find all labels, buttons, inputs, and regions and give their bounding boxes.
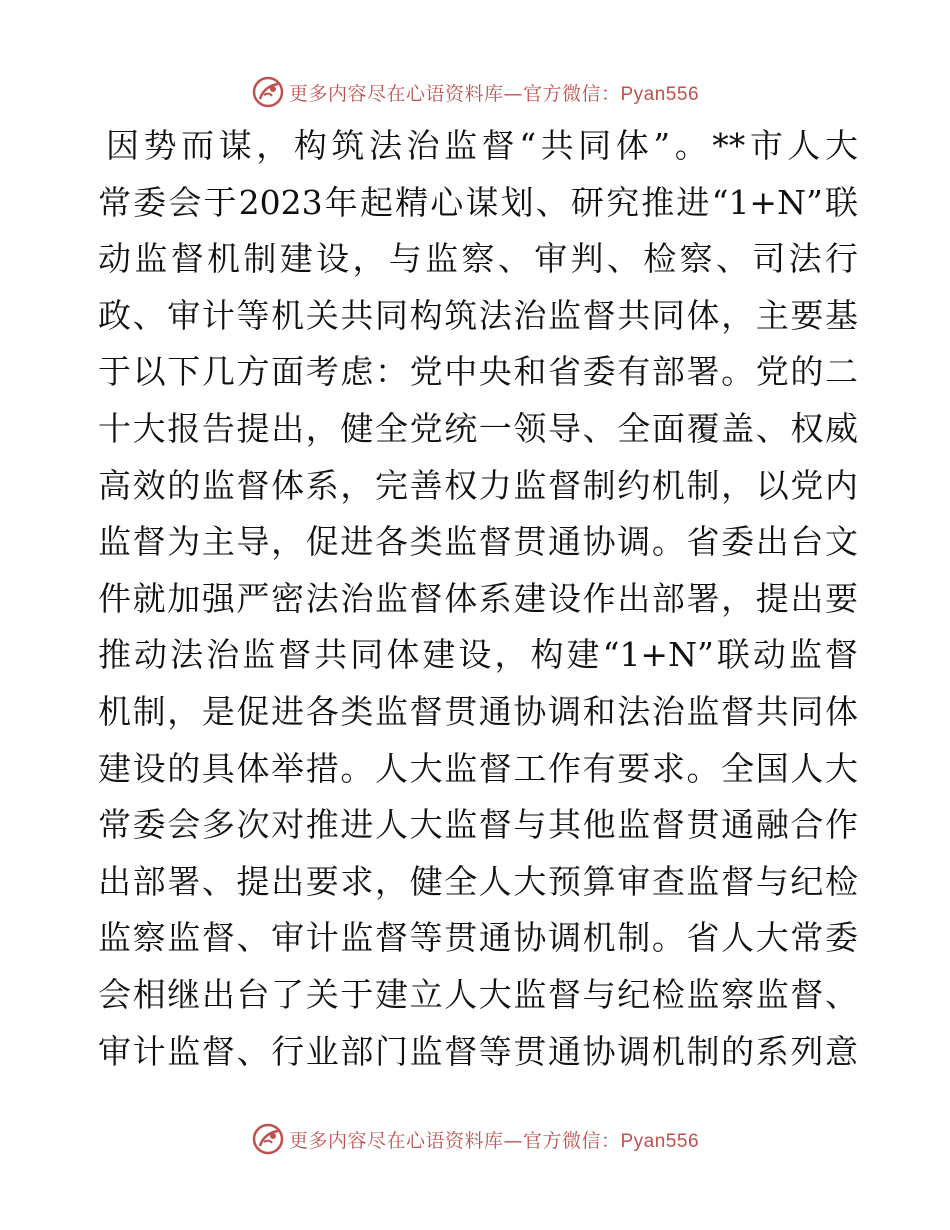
footer-watermark — [0, 1119, 950, 1159]
body-paragraph — [98, 118, 858, 1080]
paragraph-line: 机制，是促进各类监督贯通协调和法治监督共同体 — [98, 691, 858, 731]
paragraph-line: 政、审计等机关共同构筑法治监督共同体，主要基 — [98, 295, 858, 335]
watermark-text: 更多内容尽在心语资料库—官方微信： — [288, 1129, 621, 1152]
paragraph-line: 出部署、提出要求，健全人大预算审查监督与纪检 — [98, 861, 858, 901]
paragraph-line: 监察监督、审计监督等贯通协调机制。省人大常委 — [98, 918, 858, 958]
watermark-text: 更多内容尽在心语资料库—官方微信： — [288, 82, 621, 105]
watermark-wechat-id: Pyan556 — [620, 83, 700, 105]
paragraph-line: 十大报告提出，健全党统一领导、全面覆盖、权威 — [98, 408, 858, 448]
header-watermark — [0, 72, 950, 112]
rose-seal-icon — [251, 1122, 285, 1156]
paragraph-line: 推动法治监督共同体建设，构建“1+N”联动监督 — [98, 635, 858, 675]
paragraph-line: 常委会于2023年起精心谋划、研究推进“1+N”联 — [98, 182, 858, 222]
paragraph-line: 会相继出台了关于建立人大监督与纪检监察监督、 — [98, 974, 858, 1014]
paragraph-line: 监督为主导，促进各类监督贯通协调。省委出台文 — [98, 522, 858, 562]
paragraph-line: 动监督机制建设，与监察、审判、检察、司法行 — [98, 239, 858, 279]
paragraph-line: 建设的具体举措。人大监督工作有要求。全国人大 — [98, 748, 858, 788]
paragraph-line: 于以下几方面考虑：党中央和省委有部署。党的二 — [98, 352, 858, 392]
paragraph-line: 常委会多次对推进人大监督与其他监督贯通融合作 — [98, 805, 858, 845]
paragraph-line: 高效的监督体系，完善权力监督制约机制，以党内 — [98, 465, 858, 505]
watermark-wechat-id: Pyan556 — [620, 1130, 700, 1152]
paragraph-line: 因势而谋，构筑法治监督“共同体”。**市人大 — [106, 126, 858, 165]
paragraph-line: 审计监督、行业部门监督等贯通协调机制的系列意 — [98, 1031, 858, 1071]
rose-seal-icon — [251, 75, 285, 109]
paragraph-line: 件就加强严密法治监督体系建设作出部署，提出要 — [98, 578, 858, 618]
